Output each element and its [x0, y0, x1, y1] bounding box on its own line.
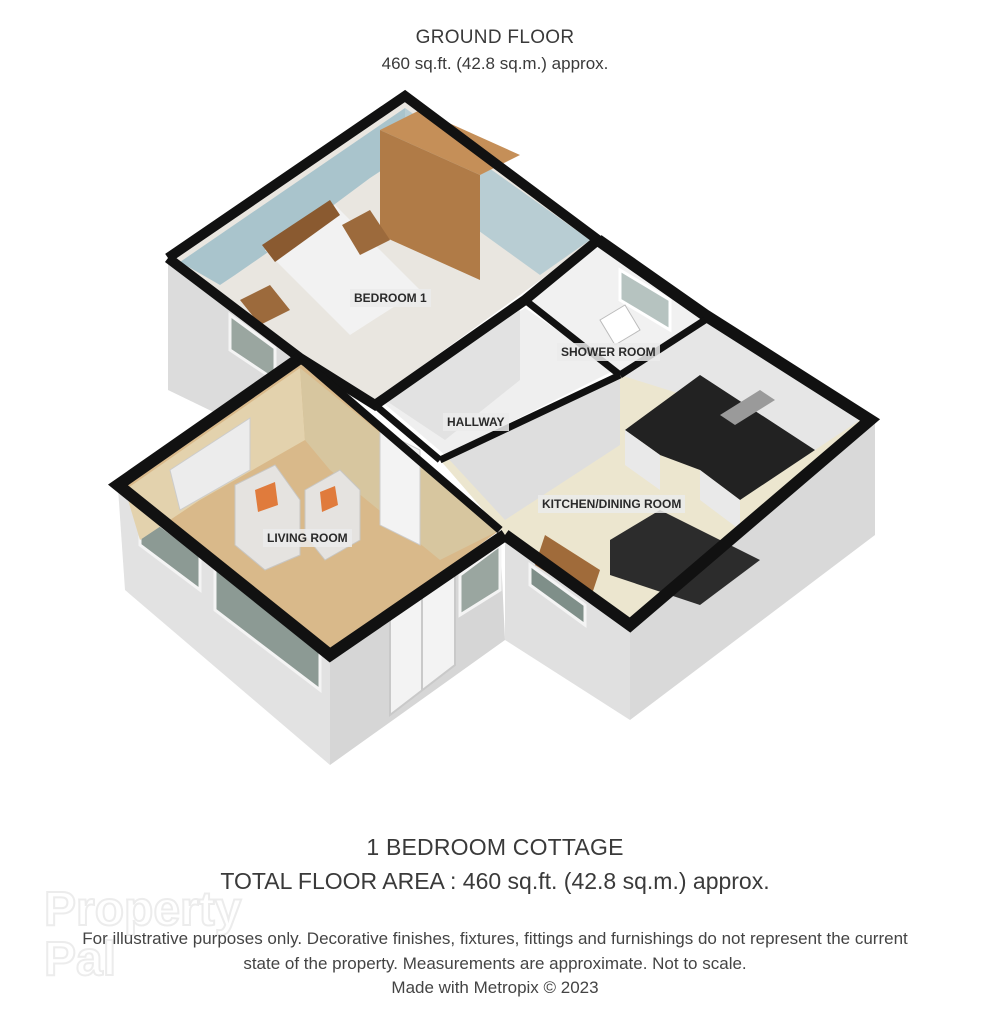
- room-label-hallway: HALLWAY: [443, 413, 509, 431]
- credit-text: Made with Metropix © 2023: [391, 978, 599, 997]
- watermark-line2: Pal: [44, 933, 117, 980]
- room-label-bedroom: BEDROOM 1: [350, 289, 431, 307]
- floor-plan-svg: [0, 85, 990, 785]
- floor-plan-3d: [0, 85, 990, 785]
- watermark-line1: Property: [44, 883, 242, 936]
- disclaimer-text: For illustrative purposes only. Decorative finishes, fixtures, fittings and furnishings do not represent the current state of the property. Measurements are approximate. Not to scale.: [82, 929, 908, 973]
- property-type-title: 1 BEDROOM COTTAGE: [366, 834, 624, 860]
- floor-title: GROUND FLOOR: [415, 27, 575, 48]
- room-label-shower: SHOWER ROOM: [557, 343, 660, 361]
- room-label-kitchen: KITCHEN/DINING ROOM: [538, 495, 685, 513]
- total-floor-area: TOTAL FLOOR AREA : 460 sq.ft. (42.8 sq.m.) approx.: [220, 868, 770, 894]
- floor-area-subtitle: 460 sq.ft. (42.8 sq.m.) approx.: [381, 54, 609, 73]
- room-label-living: LIVING ROOM: [263, 529, 352, 547]
